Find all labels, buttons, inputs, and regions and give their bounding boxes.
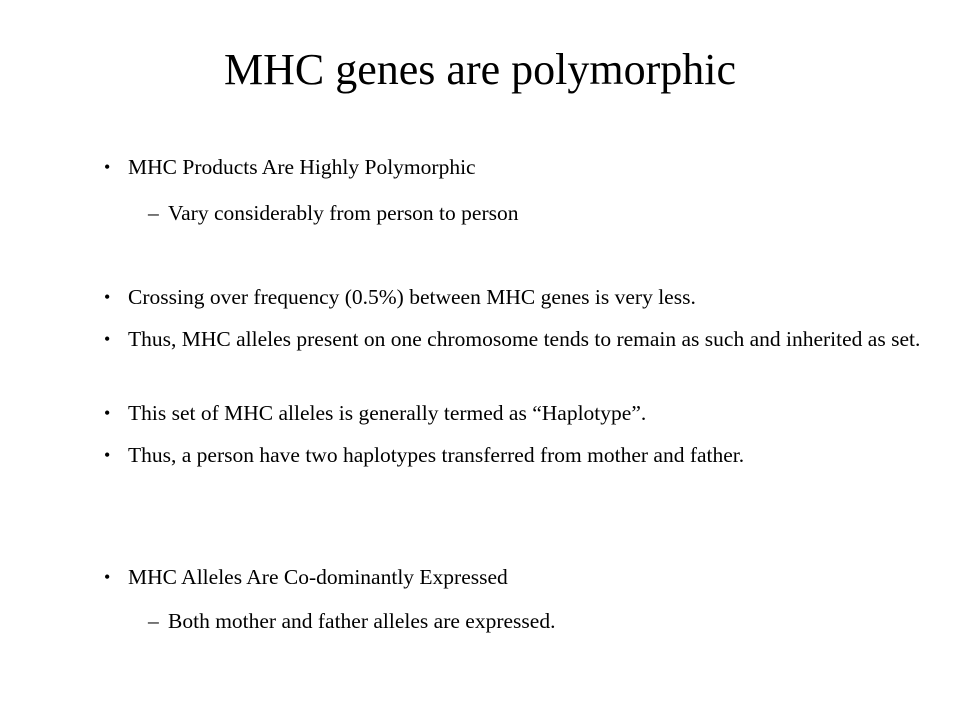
bullet-item <box>104 562 926 592</box>
bullet-item <box>104 152 926 182</box>
bullet-text: This set of MHC alleles is generally termed as “Haplotype”. <box>128 401 647 425</box>
bullet-item <box>104 324 926 354</box>
bullet-marker: • <box>104 329 111 349</box>
bullet-marker: • <box>104 287 111 307</box>
bullet-marker: • <box>104 157 111 177</box>
bullet-marker: • <box>104 445 111 465</box>
bullet-item <box>104 282 926 312</box>
bullet-marker: • <box>104 403 111 423</box>
slide-title: MHC genes are polymorphic <box>224 45 736 94</box>
bullet-text: MHC Products Are Highly Polymorphic <box>128 155 476 179</box>
bullet-marker: • <box>104 567 111 587</box>
sub-bullet-item <box>148 606 908 636</box>
dash-marker: – <box>148 201 159 225</box>
sub-bullet-text: Both mother and father alleles are expressed. <box>168 609 556 633</box>
sub-bullet-item <box>148 198 908 228</box>
sub-bullet-text: Vary considerably from person to person <box>168 201 519 225</box>
bullet-item <box>104 398 926 428</box>
bullet-item <box>104 440 926 470</box>
bullet-text: Crossing over frequency (0.5%) between MHC genes is very less. <box>128 285 696 309</box>
bullet-text: Thus, a person have two haplotypes transferred from mother and father. <box>128 443 745 467</box>
bullet-text: Thus, MHC alleles present on one chromosome tends to remain as such and inherited as set. <box>128 327 921 351</box>
dash-marker: – <box>148 609 159 633</box>
bullet-text: MHC Alleles Are Co-dominantly Expressed <box>128 565 508 589</box>
